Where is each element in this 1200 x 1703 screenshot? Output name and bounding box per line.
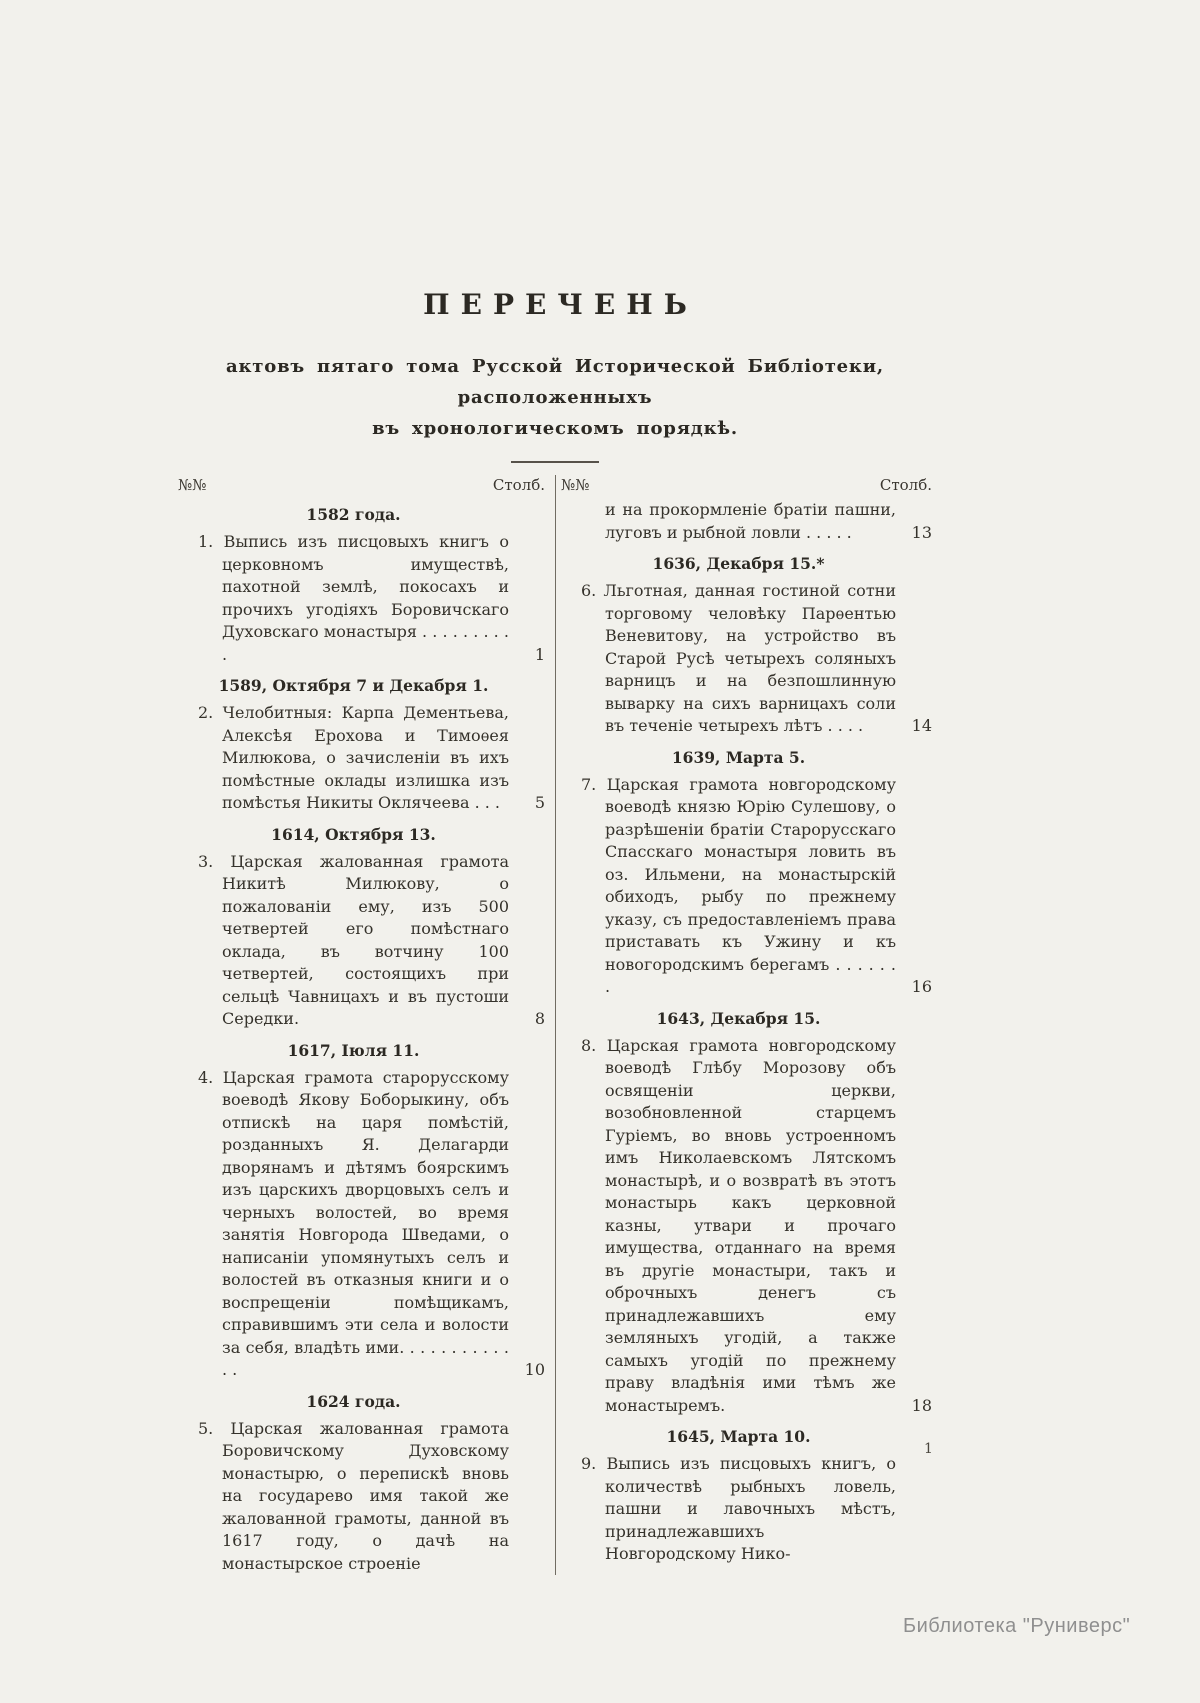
entry-number: 9.: [581, 1454, 607, 1473]
date-heading: 1589, Октября 7 и Декабря 1.: [218, 676, 489, 695]
index-entry: [178, 1418, 545, 1576]
right-number-header: №№: [561, 476, 590, 494]
page-title: ПЕРЕЧЕНЬ: [423, 288, 698, 321]
index-entry: [561, 774, 932, 999]
date-heading: 1645, Марта 10.: [666, 1427, 811, 1446]
entry-number: 7.: [581, 774, 607, 794]
entry-number: 1.: [198, 532, 224, 551]
entry-text: 3. Царская жалованная грамота Никитѣ Милюкову, о пожалованіи ему, изъ 500 четвертей его помѣстнаго оклада, въ вотчину 100 четвертей, состоящихъ при сельцѣ Чавницахъ и въ пустоши Середки.: [198, 851, 509, 1028]
right-column-entries: [561, 499, 932, 1566]
entry-number: 2.: [198, 703, 223, 722]
entry-text: 2. Челобитныя: Карпа Дементьева, Алексѣя Ерохова и Тимоѳея Милюкова, о зачисленіи въ ихъ помѣстные оклады излишка изъ помѣстья Никиты Оклячеева . . .: [198, 703, 509, 812]
index-entry: [561, 1035, 932, 1418]
entry-text: 9. Выпись изъ писцовыхъ книгъ, о количествѣ рыбныхъ ловель, пашни и лавочныхъ мѣстъ, принадлежавшихъ Новгородскому Нико-: [581, 1454, 896, 1563]
index-entry: [561, 499, 932, 544]
column-number: 13: [911, 522, 932, 542]
column-number: 16: [911, 977, 932, 996]
left-number-header: №№: [178, 476, 207, 494]
left-column-header: [178, 475, 545, 495]
two-column-index: [178, 475, 932, 1575]
page-content: [178, 288, 932, 1575]
index-entry: [178, 851, 545, 1031]
entry-text: 5. Царская жалованная грамота Боровичскому Духовскому монастырю, о перепискѣ вновь на государево имя такой же жалованной грамоты, данной въ 1617 году, о дачѣ на монастырское строеніе: [198, 1418, 509, 1573]
column-number: 10: [524, 1360, 545, 1379]
library-watermark: Библиотека "Руниверс": [903, 1615, 1131, 1637]
column-number: 8: [534, 1009, 545, 1028]
column-number: 18: [911, 1395, 932, 1415]
entry-number: 5.: [198, 1418, 231, 1438]
entry-text: 1. Выпись изъ писцовыхъ книгъ о церковномъ имуществѣ, пахотной землѣ, покосахъ и прочихъ угодіяхъ Боровичскаго Духовскаго монастыря . . . . . . . . . .: [198, 532, 509, 664]
entry-text: 7. Царская грамота новгородскому воеводѣ князю Юрію Сулешову, о разрѣшеніи братіи Старорусскаго Спасскаго монастыря ловить въ оз. Ильмени, на монастырскій обиходъ, рыбу по прежнему указу, съ предоставленіемъ права приставать къ Ужину и къ новогородскимъ берегамъ . . . . . . .: [581, 774, 896, 996]
entry-number: 3.: [198, 851, 231, 871]
entry-number: 6.: [581, 581, 604, 600]
date-heading: 1614, Октября 13.: [271, 824, 436, 844]
date-heading: 1617, Іюля 11.: [287, 1040, 420, 1060]
subtitle-line-1: актовъ пятаго тома Русской Исторической Библіотеки, расположенныхъ: [226, 356, 884, 408]
left-stolb-header: Столб.: [492, 476, 545, 494]
date-heading: 1636, Декабря 15.*: [652, 554, 825, 573]
date-heading: 1643, Декабря 15.: [656, 1008, 821, 1028]
entry-number: 4.: [198, 1067, 223, 1087]
subtitle-line-2: въ хронологическомъ порядкѣ.: [372, 418, 738, 439]
right-column: [561, 475, 932, 1575]
left-column-entries: [178, 505, 545, 1575]
index-entry: [178, 702, 545, 815]
column-number: 1: [534, 644, 545, 664]
page-subtitle: [178, 351, 932, 444]
entry-text: 4. Царская грамота старорусскому воеводѣ Якову Боборыкину, объ отпискѣ на царя помѣстій, розданныхъ Я. Делагарди дворянамъ и дѣтямъ боярскимъ изъ царскихъ дворцовыхъ селъ и черныхъ волостей, во время занятія Новгорода Шведами, о написаніи упомянутыхъ селъ и волостей въ отказныя книги и о воспрещеніи помѣщикамъ, справившимъ эти села и волости за себя, владѣть ими. . . . . . . . . . . . .: [198, 1067, 509, 1379]
index-entry: [178, 1067, 545, 1382]
date-heading: 1624 года.: [306, 1391, 401, 1411]
entry-text: 8. Царская грамота новгородскому воеводѣ Глѣбу Морозову объ освященіи церкви, возобновленной старцемъ Гуріемъ, во вновь устроенномъ имъ Николаевскомъ Лятскомъ монастырѣ, и о возвратѣ въ этотъ монастырь какъ церковной казны, утвари и прочаго имущества, отданнаго на время въ другіе монастыри, такъ и оброчныхъ денегъ съ принадлежавшихъ ему земляныхъ угодій, а также самыхъ угодій по прежнему праву владѣнія ими тѣмъ же монастыремъ.: [581, 1035, 896, 1415]
index-entry: [561, 1453, 932, 1566]
column-number: 14: [911, 716, 932, 735]
date-heading: 1639, Марта 5.: [671, 747, 806, 767]
index-entry: [561, 580, 932, 738]
entry-text: и на прокормленіе братіи пашни, луговъ и рыбной ловли . . . . .: [605, 500, 896, 542]
printer-signature-mark: 1: [924, 1441, 933, 1457]
right-stolb-header: Столб.: [879, 476, 932, 494]
column-divider-line: [555, 475, 556, 1575]
entry-text: 6. Льготная, данная гостиной сотни торговому человѣку Парѳентью Веневитову, на устройство въ Старой Русѣ четырехъ соляныхъ варницъ и на безпошлинную выварку на сихъ варницахъ соли въ теченіе четырехъ лѣтъ . . . .: [581, 581, 896, 735]
column-number: 5: [534, 793, 545, 812]
date-heading: 1582 года.: [306, 505, 401, 524]
index-entry: [178, 531, 545, 666]
divider-rule: [511, 461, 599, 463]
right-column-header: [561, 475, 932, 495]
left-column: [178, 475, 545, 1575]
entry-number: 8.: [581, 1035, 607, 1055]
